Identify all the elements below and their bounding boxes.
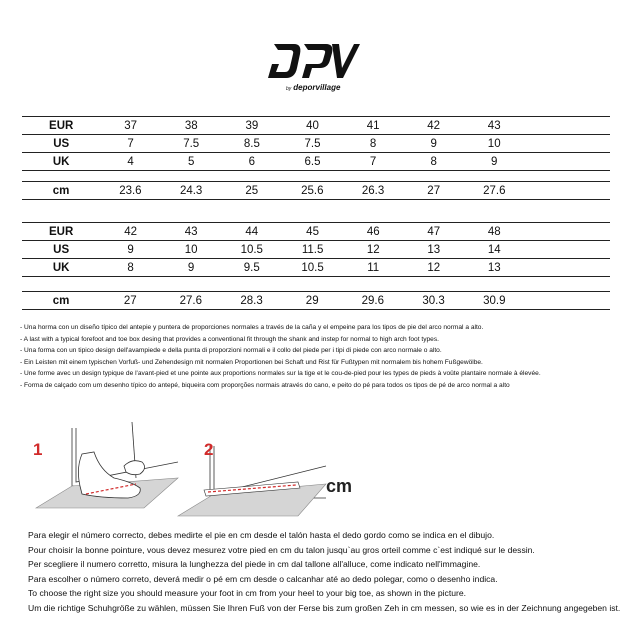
size-cell: 41 — [343, 117, 404, 135]
size-table-2 — [22, 222, 610, 277]
size-table-1-body — [22, 117, 610, 171]
note-line: - Una forma con un tipico design dell'avampiede e della punta di proporzioni normali e il collo del piede per i tipi di piede con arco normale o alto. — [20, 347, 442, 355]
empty-cell — [525, 223, 610, 241]
row-label: UK — [22, 153, 100, 171]
size-cell: 12 — [343, 241, 404, 259]
row-label: cm — [22, 182, 100, 200]
row-label: EUR — [22, 117, 100, 135]
size-cell: 5 — [161, 153, 222, 171]
row-label: UK — [22, 259, 100, 277]
size-cell: 8 — [343, 135, 404, 153]
cm-cell: 24.3 — [161, 182, 222, 200]
size-cell: 7.5 — [161, 135, 222, 153]
unit-label: cm — [326, 476, 353, 496]
cm-cell: 26.3 — [343, 182, 404, 200]
note-line: - Una horma con un diseño típico del antepie y puntera de proporciones normales a través de la caña y el empeine para los tipos de pie del arco normal a alto. — [20, 324, 484, 331]
row-label: US — [22, 241, 100, 259]
note-line: - A last with a typical forefoot and toe box desing that provides a conventional fit through the shank and instep for normal to high arch foot types. — [20, 335, 439, 343]
cm-cell: 30.3 — [403, 292, 464, 310]
size-cell: 13 — [404, 241, 465, 259]
table-row — [22, 259, 610, 277]
empty-cell — [525, 259, 610, 277]
size-cell: 37 — [100, 117, 161, 135]
size-cell: 13 — [464, 259, 525, 277]
table-row — [22, 153, 610, 171]
size-cell: 43 — [464, 117, 525, 135]
brand-byline — [286, 83, 340, 92]
row-label: US — [22, 135, 100, 153]
cm-cell: 25 — [222, 182, 282, 200]
instruction-line: Um die richtige Schuhgröße zu wählen, müssen Sie Ihren Fuß von der Ferse bis zum großen Zeh in cm messen, so wie es in der Zeichnung angegeben ist. — [28, 602, 621, 613]
size-cell: 46 — [343, 223, 404, 241]
fit-notes — [20, 322, 620, 392]
table-row — [22, 135, 610, 153]
size-table-1 — [22, 116, 610, 171]
step-2-number: 2 — [204, 440, 214, 459]
note-line: - Une forme avec un design typique de l'avant-pied et une pointe aux proportions normales sur la tige et le cou-de-pied pour les types de pieds à voûte plantaire normale à élevée. — [20, 370, 541, 378]
cm-table-2-body — [22, 292, 610, 310]
size-cell: 7 — [100, 135, 161, 153]
cm-cell: 25.6 — [282, 182, 343, 200]
instruction-line: To choose the right size you should measure your foot in cm from your heel to your big toe, as shown in the picture. — [28, 588, 467, 598]
step1-drawing — [36, 422, 178, 508]
size-cell: 9 — [100, 241, 161, 259]
size-cell: 48 — [464, 223, 525, 241]
size-cell: 9 — [161, 259, 222, 277]
table-row — [22, 117, 610, 135]
cm-table-1 — [22, 181, 610, 200]
size-cell: 10 — [161, 241, 222, 259]
by-label: by — [286, 86, 292, 92]
size-cell: 4 — [100, 153, 161, 171]
table-row — [22, 223, 610, 241]
empty-cell — [524, 153, 610, 171]
size-cell: 11 — [343, 259, 404, 277]
size-cell: 42 — [100, 223, 161, 241]
instruction-line: Para elegir el número correcto, debes medirte el pie en cm desde el talón hasta el dedo gordo como se indica en el dibujo. — [28, 530, 495, 540]
size-cell: 10.5 — [221, 241, 282, 259]
measure-instructions — [28, 528, 621, 615]
table-row — [22, 292, 610, 310]
empty-cell — [525, 292, 610, 310]
size-cell: 10.5 — [282, 259, 343, 277]
size-cell: 8.5 — [222, 135, 283, 153]
size-cell: 7.5 — [282, 135, 343, 153]
cm-cell: 23.6 — [100, 182, 161, 200]
measure-illustration — [28, 418, 328, 518]
size-cell: 10 — [464, 135, 525, 153]
cm-table-1-body — [22, 182, 610, 200]
size-cell: 47 — [404, 223, 465, 241]
size-table-2-body — [22, 223, 610, 277]
cm-cell: 27.6 — [464, 182, 525, 200]
size-cell: 6.5 — [282, 153, 343, 171]
instruction-line: Para escolher o número correto, deverá medir o pé em cm desde o calcanhar até ao dedo polegar, como o desenho indica. — [28, 573, 498, 584]
size-cell: 7 — [343, 153, 404, 171]
row-label: cm — [22, 292, 100, 310]
row-label: EUR — [22, 223, 100, 241]
empty-cell — [524, 135, 610, 153]
instruction-line: Per scegliere il numero corretto, misura la lunghezza del piede in cm dal tallone all'alluce, come indicato nell'immagine. — [28, 559, 481, 569]
table-row — [22, 182, 610, 200]
note-line: - Forma de calçado com um desenho típico do antepé, biqueira com proporções normais através do cano, e peito do pé para todos os tipos de pé de arco normal a alto — [20, 381, 510, 389]
size-cell: 12 — [404, 259, 465, 277]
size-cell: 43 — [161, 223, 222, 241]
size-cell: 44 — [221, 223, 282, 241]
cm-cell: 30.9 — [464, 292, 525, 310]
dpv-logo-mark — [268, 40, 360, 82]
cm-cell: 27.6 — [160, 292, 221, 310]
size-cell: 8 — [403, 153, 464, 171]
table-row — [22, 241, 610, 259]
size-cell: 38 — [161, 117, 222, 135]
size-cell: 6 — [222, 153, 283, 171]
step2-drawing — [178, 446, 326, 516]
size-cell: 45 — [282, 223, 343, 241]
size-cell: 9 — [403, 135, 464, 153]
step-1-number: 1 — [33, 440, 43, 459]
size-cell: 11.5 — [282, 241, 343, 259]
empty-cell — [525, 182, 610, 200]
size-cell: 40 — [282, 117, 343, 135]
cm-cell: 27 — [403, 182, 463, 200]
size-cell: 14 — [464, 241, 525, 259]
cm-cell: 27 — [100, 292, 160, 310]
cm-cell: 29 — [282, 292, 342, 310]
empty-cell — [524, 117, 610, 135]
size-cell: 9.5 — [221, 259, 282, 277]
size-cell: 42 — [403, 117, 464, 135]
size-cell: 8 — [100, 259, 161, 277]
empty-cell — [525, 241, 610, 259]
cm-cell: 28.3 — [221, 292, 282, 310]
cm-cell: 29.6 — [342, 292, 403, 310]
instruction-line: Pour choisir la bonne pointure, vous devez mesurez votre pied en cm du talon jusqu`au gros orteil comme c`est indiqué sur le dessin. — [28, 544, 535, 555]
brand-logo — [268, 40, 360, 96]
size-cell: 39 — [222, 117, 283, 135]
note-line: - Ein Leisten mit einem typischen Vorfuß- und Zehendesign mit normalen Proportionen bei Schaft und Rist für Fußtypen mit normalem bis hohem Fußgewölbe. — [20, 358, 483, 366]
brand-name: deporvillage — [293, 83, 341, 92]
cm-table-2 — [22, 291, 610, 310]
size-cell: 9 — [464, 153, 525, 171]
